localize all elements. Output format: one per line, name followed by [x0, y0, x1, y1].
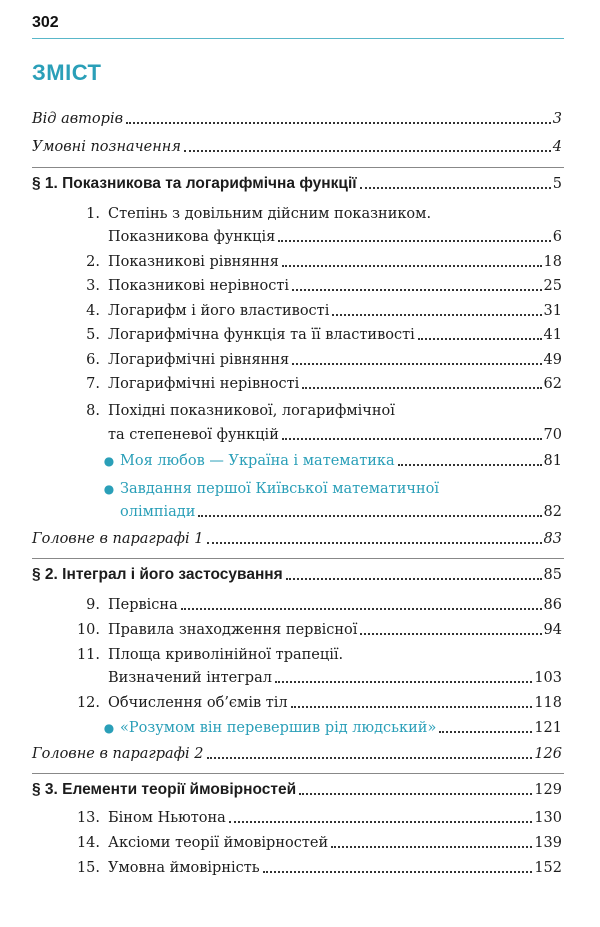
- entry-page: 41: [543, 327, 562, 343]
- entry-page: 62: [543, 376, 562, 392]
- bullet-icon: ●: [103, 721, 115, 735]
- entry-page: 129: [534, 782, 562, 798]
- entry-page: 118: [534, 695, 562, 711]
- toc-item-3[interactable]: [70, 277, 562, 295]
- leader-dots: [360, 187, 551, 189]
- entry-title-line1: Похідні показникової, логарифмічної: [108, 403, 395, 419]
- leader-dots: [207, 542, 542, 544]
- entry-title: Показникова функція: [108, 229, 276, 245]
- entry-page: 152: [534, 860, 562, 876]
- section-title: § 2. Інтеграл і його застосування: [32, 566, 283, 583]
- leader-dots: [299, 793, 532, 795]
- bullet-icon: ●: [103, 454, 115, 468]
- entry-page: 85: [543, 567, 562, 583]
- item-number: 12.: [76, 695, 100, 711]
- entry-title: Показникові рівняння: [108, 254, 279, 270]
- entry-title: Від авторів: [32, 111, 124, 127]
- toc-bullet-3[interactable]: [100, 719, 562, 737]
- leader-dots: [207, 757, 533, 759]
- bullet-icon: ●: [103, 482, 115, 496]
- entry-title: Моя любов — Україна і математика: [120, 453, 395, 469]
- toc-item-13[interactable]: [70, 809, 562, 827]
- entry-title-line1: Завдання першої Київської математичної: [120, 481, 439, 497]
- entry-title: Логарифмічні нерівності: [108, 376, 300, 392]
- toc-item-15[interactable]: [70, 859, 562, 877]
- entry-page: 49: [543, 352, 562, 368]
- entry-page: 5: [552, 176, 562, 192]
- leader-dots: [229, 821, 533, 823]
- section-title: § 1. Показникова та логарифмічна функції: [32, 175, 357, 192]
- item-number: 13.: [76, 810, 100, 826]
- leader-dots: [184, 150, 551, 152]
- entry-title: Логарифмічні рівняння: [108, 352, 290, 368]
- leader-dots: [302, 387, 541, 389]
- entry-title: Умовна ймовірність: [108, 860, 260, 876]
- entry-page: 3: [552, 111, 562, 127]
- entry-title: Обчислення об’ємів тіл: [108, 695, 288, 711]
- toc-item-1[interactable]: [108, 228, 562, 246]
- toc-item-4[interactable]: [70, 302, 562, 320]
- contents-title: ЗМІСТ: [32, 60, 102, 85]
- item-number: 1.: [86, 206, 100, 222]
- item-number: 7.: [86, 376, 100, 392]
- item-number: 5.: [86, 327, 100, 343]
- entry-page: 121: [534, 720, 562, 736]
- toc-bullet-1[interactable]: [100, 452, 562, 470]
- entry-title: Правила знаходження первісної: [108, 622, 358, 638]
- leader-dots: [282, 438, 542, 440]
- leader-dots: [278, 240, 551, 242]
- leader-dots: [360, 633, 541, 635]
- page-number: 302: [32, 14, 59, 31]
- item-number: 11.: [76, 647, 100, 663]
- entry-title: олімпіади: [120, 504, 196, 520]
- entry-page: 103: [534, 670, 562, 686]
- section-divider: [32, 167, 564, 168]
- toc-item-14[interactable]: [70, 834, 562, 852]
- toc-item-8[interactable]: [108, 426, 562, 444]
- entry-title-line1: Степінь з довільним дійсним показником.: [108, 206, 432, 222]
- toc-bullet-2[interactable]: [120, 503, 562, 521]
- leader-dots: [332, 314, 541, 316]
- item-number: 4.: [86, 303, 100, 319]
- entry-title: Головне в параграфі 2: [32, 746, 204, 762]
- entry-title: Головне в параграфі 1: [32, 531, 204, 547]
- leader-dots: [263, 871, 533, 873]
- toc-entry-legend[interactable]: [32, 138, 562, 156]
- toc-entry-from-authors[interactable]: [32, 110, 562, 128]
- entry-page: 139: [534, 835, 562, 851]
- item-number: 14.: [76, 835, 100, 851]
- leader-dots: [282, 265, 542, 267]
- section-title: § 3. Елементи теорії ймовірностей: [32, 781, 297, 798]
- entry-page: 86: [543, 597, 562, 613]
- leader-dots: [292, 363, 541, 365]
- entry-title: Аксіоми теорії ймовірностей: [108, 835, 329, 851]
- toc-section-3[interactable]: [32, 781, 562, 799]
- leader-dots: [291, 706, 533, 708]
- item-number: 9.: [86, 597, 100, 613]
- entry-page: 82: [543, 504, 562, 520]
- toc-summary-1[interactable]: [32, 530, 562, 548]
- entry-title-line1: Площа криволінійної трапеції.: [108, 647, 344, 663]
- entry-title: Первісна: [108, 597, 178, 613]
- leader-dots: [286, 578, 542, 580]
- entry-title: Визначений інтеграл: [108, 670, 272, 686]
- entry-title: «Розумом він перевершив рід людський»: [120, 720, 437, 736]
- entry-page: 18: [543, 254, 562, 270]
- toc-section-1[interactable]: [32, 175, 562, 193]
- leader-dots: [292, 289, 542, 291]
- leader-dots: [398, 464, 542, 466]
- item-number: 10.: [76, 622, 100, 638]
- entry-title: Умовні позначення: [32, 139, 181, 155]
- section-divider: [32, 773, 564, 774]
- toc-summary-2[interactable]: [32, 745, 562, 763]
- entry-page: 25: [543, 278, 562, 294]
- entry-title: Показникові нерівності: [108, 278, 290, 294]
- entry-title: Біном Ньютона: [108, 810, 226, 826]
- toc-item-10[interactable]: [70, 621, 562, 639]
- item-number: 8.: [86, 403, 100, 419]
- entry-page: 70: [543, 427, 562, 443]
- toc-item-5[interactable]: [70, 326, 562, 344]
- toc-item-9[interactable]: [70, 596, 562, 614]
- item-number: 15.: [76, 860, 100, 876]
- entry-page: 81: [543, 453, 562, 469]
- entry-title: Логарифм і його властивості: [108, 303, 330, 319]
- leader-dots: [126, 122, 551, 124]
- entry-page: 94: [543, 622, 562, 638]
- leader-dots: [331, 846, 532, 848]
- toc-item-7[interactable]: [70, 375, 562, 393]
- leader-dots: [198, 515, 541, 517]
- item-number: 3.: [86, 278, 100, 294]
- entry-page: 130: [534, 810, 562, 826]
- entry-title: та степеневої функцій: [108, 427, 279, 443]
- toc-item-12[interactable]: [70, 694, 562, 712]
- toc-item-2[interactable]: [70, 253, 562, 271]
- leader-dots: [181, 608, 542, 610]
- item-number: 6.: [86, 352, 100, 368]
- leader-dots: [275, 681, 532, 683]
- entry-page: 6: [552, 229, 562, 245]
- entry-page: 83: [543, 531, 562, 547]
- entry-title: Логарифмічна функція та її властивості: [108, 327, 415, 343]
- entry-page: 126: [534, 746, 562, 762]
- toc-section-2[interactable]: [32, 566, 562, 584]
- entry-page: 4: [552, 139, 562, 155]
- item-number: 2.: [86, 254, 100, 270]
- leader-dots: [418, 338, 542, 340]
- leader-dots: [439, 731, 532, 733]
- toc-item-6[interactable]: [70, 351, 562, 369]
- toc-item-11[interactable]: [108, 669, 562, 687]
- section-divider: [32, 558, 564, 559]
- entry-page: 31: [543, 303, 562, 319]
